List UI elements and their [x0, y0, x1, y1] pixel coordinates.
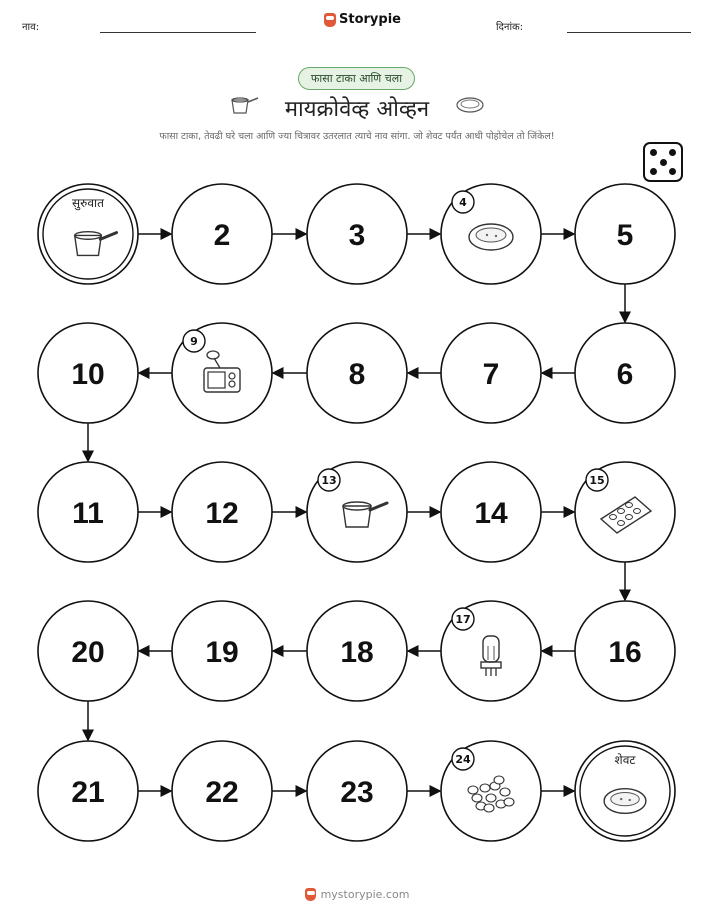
board-cell-8 [307, 323, 407, 423]
cell-number: 8 [348, 358, 366, 391]
cell-number-badge: 9 [190, 335, 198, 348]
game-type-badge: फासा टाका आणि चला [298, 67, 415, 90]
cell-number: 6 [616, 358, 634, 391]
board-cell-9 [172, 323, 272, 423]
board-cell-20 [38, 601, 138, 701]
board-cell-16 [575, 601, 675, 701]
board-cell-2 [172, 184, 272, 284]
board-cell-10 [38, 323, 138, 423]
board-cell-19 [172, 601, 272, 701]
cell-number: 11 [72, 497, 104, 530]
cell-number: 19 [205, 636, 239, 669]
board-cell-14 [441, 462, 541, 562]
board-cell-22 [172, 741, 272, 841]
end-label: शेवट [614, 753, 636, 767]
name-label: नाव: [22, 22, 40, 33]
cell-number: 14 [474, 497, 508, 530]
brand-name: Storypie [339, 12, 401, 27]
cell-number: 21 [71, 776, 105, 809]
board-cell-18 [307, 601, 407, 701]
board-cell-7 [441, 323, 541, 423]
instructions: फासा टाका, तेवढी घरे चला आणि ज्या चित्रावर उतरलात त्याचे नाव सांगा. जो शेवट पर्यंत आधी पोहोचेल तो जिंकेल! [159, 131, 555, 142]
date-label: दिनांक: [496, 22, 524, 33]
cell-number: 2 [213, 219, 231, 252]
board-cell-4 [441, 184, 541, 284]
cell-number-badge: 13 [321, 474, 337, 487]
cell-number-badge: 24 [455, 753, 471, 766]
board-cell-1 [38, 184, 138, 284]
board-cell-24 [441, 741, 541, 841]
board-cell-5 [575, 184, 675, 284]
cell-number: 3 [348, 219, 366, 252]
board-cell-3 [307, 184, 407, 284]
board-cell-21 [38, 741, 138, 841]
board-cell-13 [307, 462, 407, 562]
board-cell-6 [575, 323, 675, 423]
cell-number: 16 [608, 636, 642, 669]
board-cell-25 [575, 741, 675, 841]
cell-number: 22 [205, 776, 239, 809]
cell-number: 12 [205, 497, 239, 530]
cell-number: 18 [340, 636, 374, 669]
cell-number-badge: 15 [589, 474, 605, 487]
page-title: मायक्रोवेव्ह ओव्हन [284, 97, 430, 122]
cell-number: 5 [616, 219, 634, 252]
board-cell-15 [575, 462, 675, 562]
cell-number: 10 [71, 358, 105, 391]
start-label: सुरुवात [72, 196, 104, 210]
board-cell-11 [38, 462, 138, 562]
cell-number: 20 [71, 636, 105, 669]
board-cell-12 [172, 462, 272, 562]
cell-number: 23 [340, 776, 374, 809]
cell-number: 7 [482, 358, 500, 391]
footer-url: mystorypie.com [320, 888, 410, 901]
cell-number-badge: 17 [455, 613, 471, 626]
board-cell-17 [441, 601, 541, 701]
cell-number-badge: 4 [459, 196, 467, 209]
board-cell-23 [307, 741, 407, 841]
storypie-logo-icon [305, 888, 316, 901]
footer [0, 888, 714, 901]
